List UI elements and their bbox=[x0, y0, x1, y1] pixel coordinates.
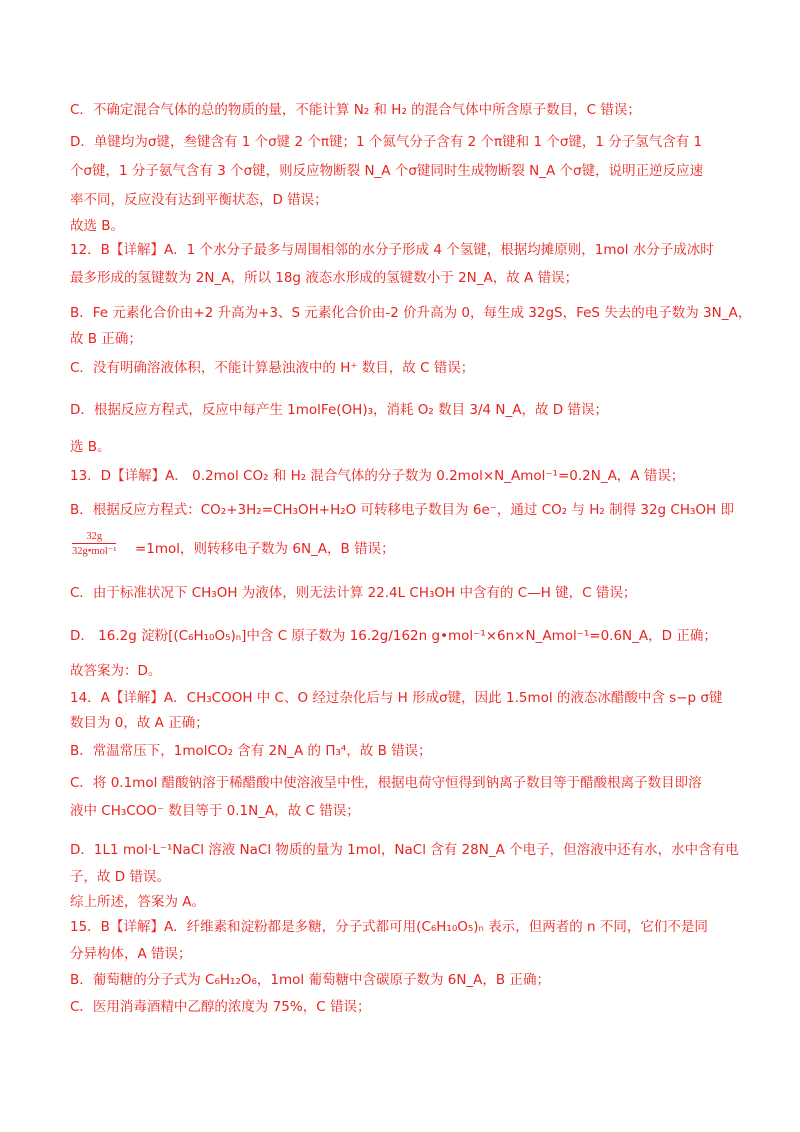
text-line: B．根据反应方程式：CO₂+3H₂=CH₃OH+H₂O 可转移电子数目为 6e⁻，通过 CO₂ 与 H₂ 制得 32g CH₃OH 即 bbox=[70, 502, 734, 518]
text-line: B．常温常压下，1molCO₂ 含有 2N_A 的 Π₃⁴，故 B 错误； bbox=[70, 743, 432, 759]
text-line: 率不同，反应没有达到平衡状态，D 错误； bbox=[70, 192, 328, 208]
fraction-numerator: 32g bbox=[72, 531, 116, 544]
text-line: B．Fe 元素化合价由+2 升高为+3、S 元素化合价由-2 价升高为 0，每生成 32gS，FeS 失去的电子数为 3N_A， bbox=[70, 305, 752, 321]
text-line: C．不确定混合气体的总的物质的量，不能计算 N₂ 和 H₂ 的混合气体中所含原子数目，C 错误； bbox=[70, 102, 641, 118]
text-line: 个σ键，1 分子氨气含有 3 个σ键，则反应物断裂 N_A 个σ键同时生成物断裂 N_A 个σ键，说明正逆反应速 bbox=[70, 163, 704, 179]
text-line: 13．D【详解】A． 0.2mol CO₂ 和 H₂ 混合气体的分子数为 0.2mol×N_Amol⁻¹=0.2N_A，A 错误； bbox=[70, 468, 685, 484]
text-line: 12．B【详解】A．1 个水分子最多与周围相邻的水分子形成 4 个氢键，根据均摊原则，1mol 水分子成冰时 bbox=[70, 242, 714, 258]
text-line: C．没有明确溶液体积，不能计算悬浊液中的 H⁺ 数目，故 C 错误； bbox=[70, 360, 475, 376]
text-line: 液中 CH₃COO⁻ 数目等于 0.1N_A，故 C 错误； bbox=[70, 803, 360, 819]
text-line: 故答案为：D。 bbox=[70, 663, 162, 679]
text-line: 故 B 正确； bbox=[70, 331, 142, 347]
text-line: 分异构体，A 错误； bbox=[70, 946, 192, 962]
text-line: C．医用消毒酒精中乙醇的浓度为 75%，C 错误； bbox=[70, 999, 371, 1015]
text-line: =1mol，则转移电子数为 6N_A，B 错误； bbox=[135, 541, 395, 557]
text-line: 15．B【详解】A．纤维素和淀粉都是多糖，分子式都可用(C₆H₁₀O₅)ₙ 表示，但两者的 n 不同，它们不是同 bbox=[70, 919, 708, 935]
text-line: B．葡萄糖的分子式为 C₆H₁₂O₆，1mol 葡萄糖中含碳原子数为 6N_A，B 正确； bbox=[70, 972, 550, 988]
text-line: D． 16.2g 淀粉[(C₆H₁₀O₅)ₙ]中含 C 原子数为 16.2g/162n g•mol⁻¹×6n×N_Amol⁻¹=0.6N_A，D 正确； bbox=[70, 628, 717, 644]
text-line: 选 B。 bbox=[70, 439, 111, 455]
text-line: 故选 B。 bbox=[70, 218, 125, 234]
text-line: D．1L1 mol·L⁻¹NaCl 溶液 NaCl 物质的量为 1mol，NaCl 含有 28N_A 个电子，但溶液中还有水，水中含有电 bbox=[70, 842, 739, 858]
fraction-molar-mass bbox=[72, 531, 116, 557]
text-line: 子，故 D 错误。 bbox=[70, 869, 170, 885]
text-line: D．根据反应方程式，反应中每产生 1molFe(OH)₃，消耗 O₂ 数目 3/4 N_A，故 D 错误； bbox=[70, 402, 608, 418]
text-line: C．由于标准状况下 CH₃OH 为液体，则无法计算 22.4L CH₃OH 中含有的 C—H 键，C 错误； bbox=[70, 585, 637, 601]
text-line: D．单键均为σ键，叁键含有 1 个σ键 2 个π键；1 个氮气分子含有 2 个π键和 1 个σ键，1 分子氢气含有 1 bbox=[70, 134, 703, 150]
text-line: 14．A【详解】A．CH₃COOH 中 C、O 经过杂化后与 H 形成σ键，因此 1.5mol 的液态冰醋酸中含 s−p σ键 bbox=[70, 690, 723, 706]
text-line: 最多形成的氢键数为 2N_A，所以 18g 液态水形成的氢键数小于 2N_A，故 A 错误； bbox=[70, 270, 579, 286]
fraction-denominator: 32g•mol⁻¹ bbox=[72, 546, 117, 557]
text-line: 数目为 0，故 A 正确； bbox=[70, 715, 209, 731]
text-line: 综上所述，答案为 A。 bbox=[70, 894, 206, 910]
text-line: C．将 0.1mol 醋酸钠溶于稀醋酸中使溶液呈中性，根据电荷守恒得到钠离子数目等于醋酸根离子数目即溶 bbox=[70, 775, 702, 791]
